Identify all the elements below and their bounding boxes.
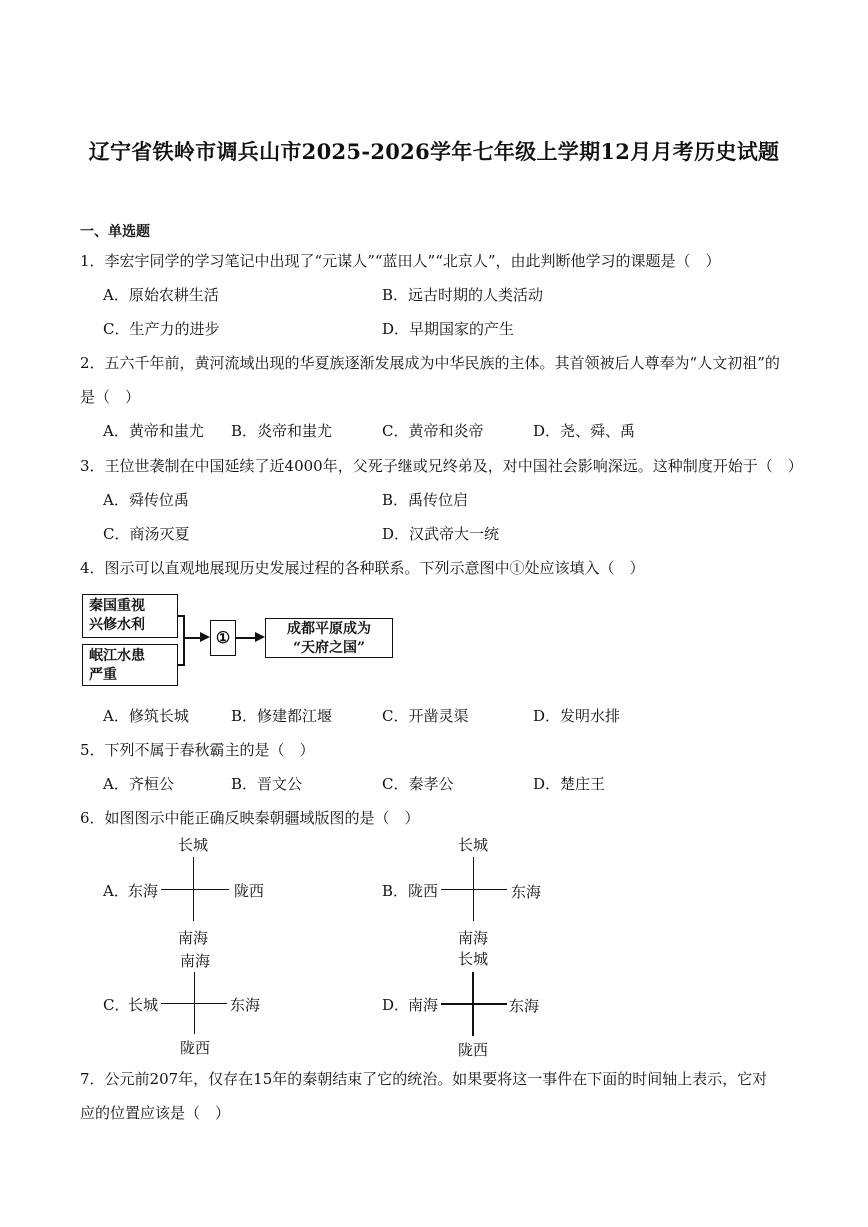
q3-option-b[interactable]: B．禹传位启 [382, 491, 469, 509]
question-6-stem: 6．如图图示中能正确反映秦朝疆域版图的是（ ） [80, 809, 420, 827]
question-7-stem: 7．公元前207年，仅存在15年的秦朝结束了它的统治。如果要将这一事件在下面的时间轴上表示，它对 [80, 1070, 768, 1088]
map-label-right: 东海 [509, 997, 540, 1015]
cross-horizontal-line [161, 1003, 227, 1004]
flow-box-text: 秦国重视 [89, 598, 145, 614]
q2-option-a[interactable]: A．黄帝和蚩尤 [103, 422, 204, 440]
map-label-top: 长城 [458, 836, 489, 854]
q1-option-b[interactable]: B．远古时期的人类活动 [382, 286, 544, 304]
question-2-stem: 2．五六千年前，黄河流域出现的华夏族逐渐发展成为中华民族的主体。其首领被后人尊奉为“人文初祖”的 [80, 354, 780, 372]
question-1-stem: 1．李宏宇同学的学习笔记中出现了“元谋人”“蓝田人”“北京人”，由此判断他学习的课题是（ ） [80, 252, 721, 270]
q1-option-a[interactable]: A．原始农耕生活 [103, 286, 219, 304]
q2-option-d[interactable]: D．尧、舜、禹 [533, 422, 636, 440]
q1-option-d[interactable]: D．早期国家的产生 [382, 320, 515, 338]
flow-box-text: 成都平原成为 [287, 621, 371, 637]
flow-box-text: 严重 [89, 667, 117, 683]
map-label-bottom: 南海 [458, 929, 489, 947]
question-3-stem: 3．王位世袭制在中国延续了近4000年，父死子继或兄终弟及，对中国社会影响深远。这种制度开始于（ ） [80, 457, 803, 475]
map-label-top: 长城 [178, 836, 209, 854]
cross-horizontal-line [441, 889, 507, 890]
flow-box-blank: ① [210, 620, 236, 656]
flow-box-qin-irrigation [82, 594, 178, 638]
map-label-bottom: 陇西 [180, 1039, 211, 1057]
map-label-left: 陇西 [408, 882, 439, 900]
q4-option-c[interactable]: C．开凿灵渠 [382, 707, 469, 725]
q3-option-d[interactable]: D．汉武帝大一统 [382, 525, 500, 543]
question-4-stem: 4．图示可以直观地展现历史发展过程的各种联系。下列示意图中①处应该填入（ ） [80, 559, 645, 577]
map-label-bottom: 南海 [178, 929, 209, 947]
map-label-bottom: 陇西 [458, 1041, 489, 1059]
q5-option-b[interactable]: B．晋文公 [231, 775, 303, 793]
flow-box-text: “天府之国” [292, 640, 366, 656]
q3-option-c[interactable]: C．商汤灭夏 [103, 525, 190, 543]
question-7-stem-cont: 应的位置应该是（ ） [80, 1104, 231, 1122]
map-label-left: 长城 [128, 996, 159, 1014]
q1-option-c[interactable]: C．生产力的进步 [103, 320, 220, 338]
q5-option-a[interactable]: A．齐桓公 [103, 775, 174, 793]
q2-option-b[interactable]: B．炎帝和蚩尤 [231, 422, 333, 440]
q3-option-a[interactable]: A．舜传位禹 [103, 491, 189, 509]
question-5-stem: 5．下列不属于春秋霸主的是（ ） [80, 741, 315, 759]
q4-option-a[interactable]: A．修筑长城 [103, 707, 189, 725]
option-letter: C． [103, 996, 130, 1014]
q5-option-c[interactable]: C．秦孝公 [382, 775, 454, 793]
map-label-left: 南海 [408, 996, 439, 1014]
flow-box-tianfu [265, 618, 393, 658]
cross-horizontal-line [441, 1003, 507, 1005]
option-letter: D． [382, 996, 410, 1014]
page-title: 辽宁省铁岭市调兵山市2025-2026学年七年级上学期12月月考历史试题 [88, 139, 780, 164]
q2-option-c[interactable]: C．黄帝和炎帝 [382, 422, 484, 440]
cross-horizontal-line [161, 889, 229, 890]
option-letter: B． [382, 882, 409, 900]
section-heading: 一、单选题 [80, 224, 150, 240]
question-2-stem-cont: 是（ ） [80, 388, 141, 406]
map-label-top: 南海 [180, 952, 211, 970]
map-label-left: 东海 [128, 882, 159, 900]
map-label-top: 长城 [458, 950, 489, 968]
option-letter: A． [103, 882, 129, 900]
connector-line [183, 615, 185, 666]
q5-option-d[interactable]: D．楚庄王 [533, 775, 606, 793]
map-label-right: 陇西 [234, 882, 265, 900]
map-label-right: 东海 [230, 996, 261, 1014]
q4-option-d[interactable]: D．发明水排 [533, 707, 621, 725]
flow-box-text: 兴修水利 [89, 617, 145, 633]
flow-box-text: 岷江水患 [89, 648, 145, 664]
flow-box-minjiang-flood [82, 644, 178, 686]
map-label-right: 东海 [511, 883, 542, 901]
q4-option-b[interactable]: B．修建都江堰 [231, 707, 333, 725]
